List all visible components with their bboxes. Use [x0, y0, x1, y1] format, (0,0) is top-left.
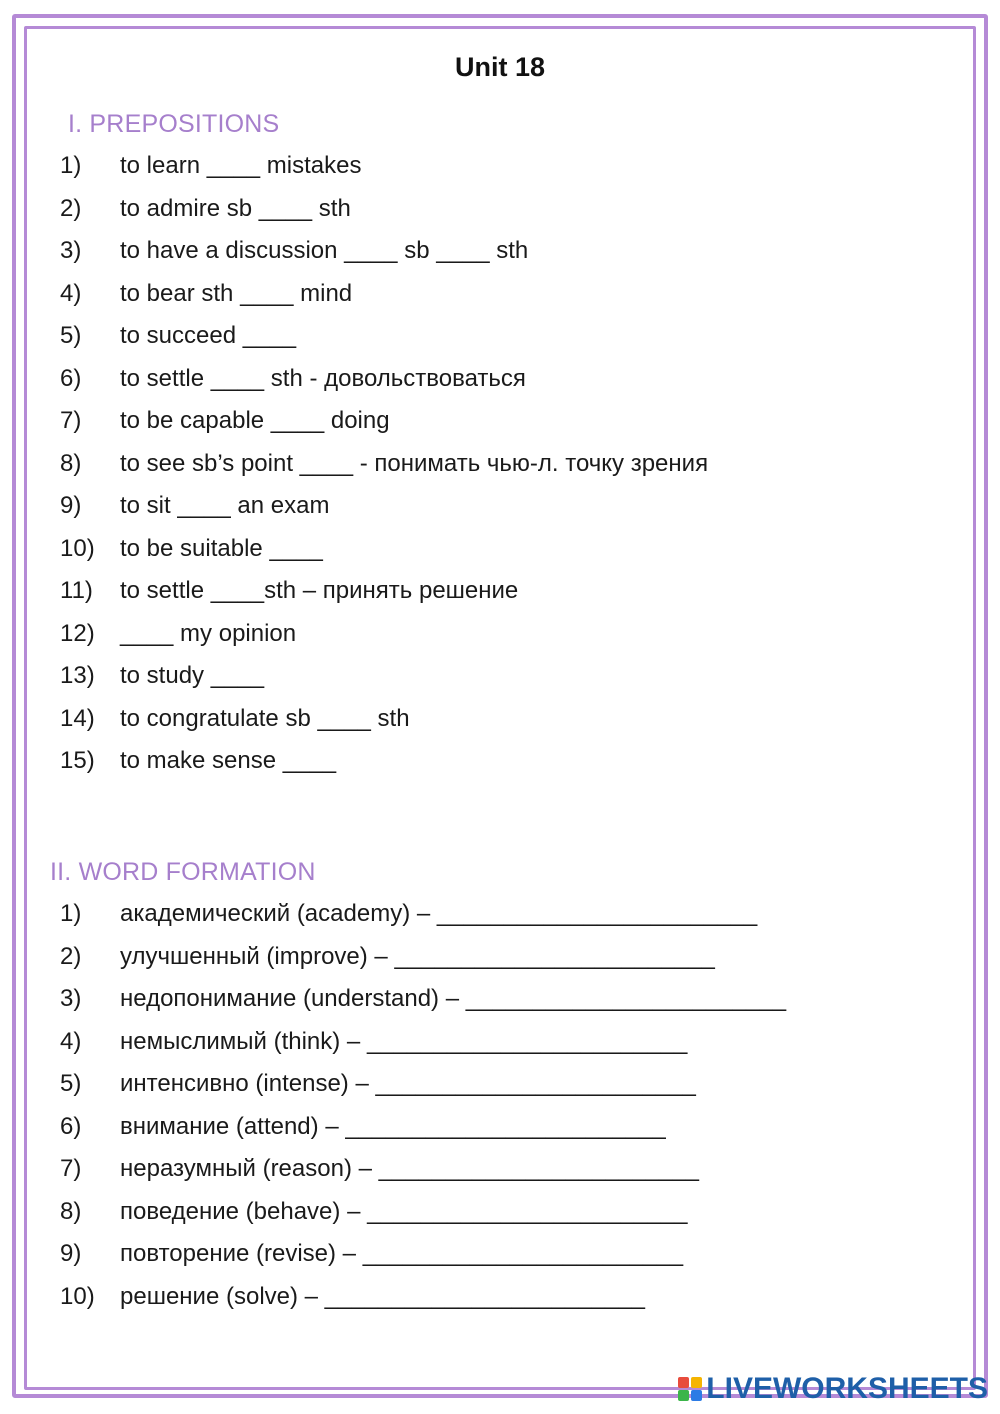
- item-text: недопонимание (understand) – ________________________: [120, 985, 787, 1012]
- item-text: неразумный (reason) – ________________________: [120, 1155, 699, 1182]
- section-heading-prepositions: I. PREPOSITIONS: [68, 110, 280, 138]
- item-number: 5): [60, 322, 82, 349]
- item-text: to succeed ____: [120, 322, 297, 349]
- item-number: 1): [60, 152, 82, 179]
- liveworksheets-watermark: [678, 1372, 988, 1406]
- item-number: 8): [60, 449, 82, 477]
- item-number: 6): [60, 1112, 82, 1140]
- item-text: to settle ____ sth - довольствоваться: [120, 364, 526, 392]
- item-number: 2): [60, 194, 82, 222]
- item-number: 10): [60, 1282, 95, 1310]
- item-text: решение (solve) – ________________________: [120, 1282, 646, 1310]
- watermark-text: LIVEWORKSHEETS: [706, 1372, 988, 1405]
- item-text: интенсивно (intense) – ________________________: [120, 1070, 696, 1097]
- section-heading-word-formation: II. WORD FORMATION: [50, 858, 316, 886]
- item-text: внимание (attend) – ________________________: [120, 1112, 666, 1140]
- item-number: 7): [60, 1155, 82, 1182]
- item-text: to settle ____sth – принять решение: [120, 577, 519, 604]
- item-text: to bear sth ____ mind: [120, 279, 353, 307]
- item-text: ____ my opinion: [120, 619, 297, 647]
- item-number: 6): [60, 364, 82, 392]
- item-number: 9): [60, 1240, 82, 1267]
- item-number: 9): [60, 492, 82, 519]
- item-text: to make sense ____: [120, 747, 337, 774]
- item-text: to sit ____ an exam: [120, 492, 330, 519]
- item-text: академический (academy) – ________________________: [120, 900, 758, 927]
- item-number: 2): [60, 942, 82, 970]
- item-number: 3): [60, 237, 82, 264]
- liveworksheets-logo-icon: [678, 1377, 702, 1401]
- item-number: 3): [60, 985, 82, 1012]
- item-number: 14): [60, 704, 95, 732]
- item-text: улучшенный (improve) – ________________________: [120, 942, 715, 970]
- item-text: to learn ____ mistakes: [120, 152, 362, 179]
- item-text: поведение (behave) – ________________________: [120, 1197, 688, 1225]
- item-number: 12): [60, 619, 95, 647]
- item-text: to be suitable ____: [120, 534, 323, 562]
- item-number: 10): [60, 534, 95, 562]
- item-text: to be capable ____ doing: [120, 407, 390, 434]
- item-number: 8): [60, 1197, 82, 1225]
- item-number: 13): [60, 662, 95, 689]
- item-number: 4): [60, 279, 82, 307]
- item-text: to see sb’s point ____ - понимать чью-л. точку зрения: [120, 449, 709, 477]
- item-number: 11): [60, 577, 93, 604]
- item-number: 5): [60, 1070, 82, 1097]
- item-text: to admire sb ____ sth: [120, 194, 351, 222]
- item-number: 15): [60, 747, 95, 774]
- item-text: немыслимый (think) – ________________________: [120, 1027, 688, 1055]
- item-number: 7): [60, 407, 82, 434]
- page-title: Unit 18: [454, 52, 546, 82]
- item-text: to study ____: [120, 662, 265, 689]
- item-number: 1): [60, 900, 82, 927]
- item-text: повторение (revise) – ________________________: [120, 1240, 684, 1267]
- item-text: to have a discussion ____ sb ____ sth: [120, 237, 529, 264]
- item-text: to congratulate sb ____ sth: [120, 704, 410, 732]
- item-number: 4): [60, 1027, 82, 1055]
